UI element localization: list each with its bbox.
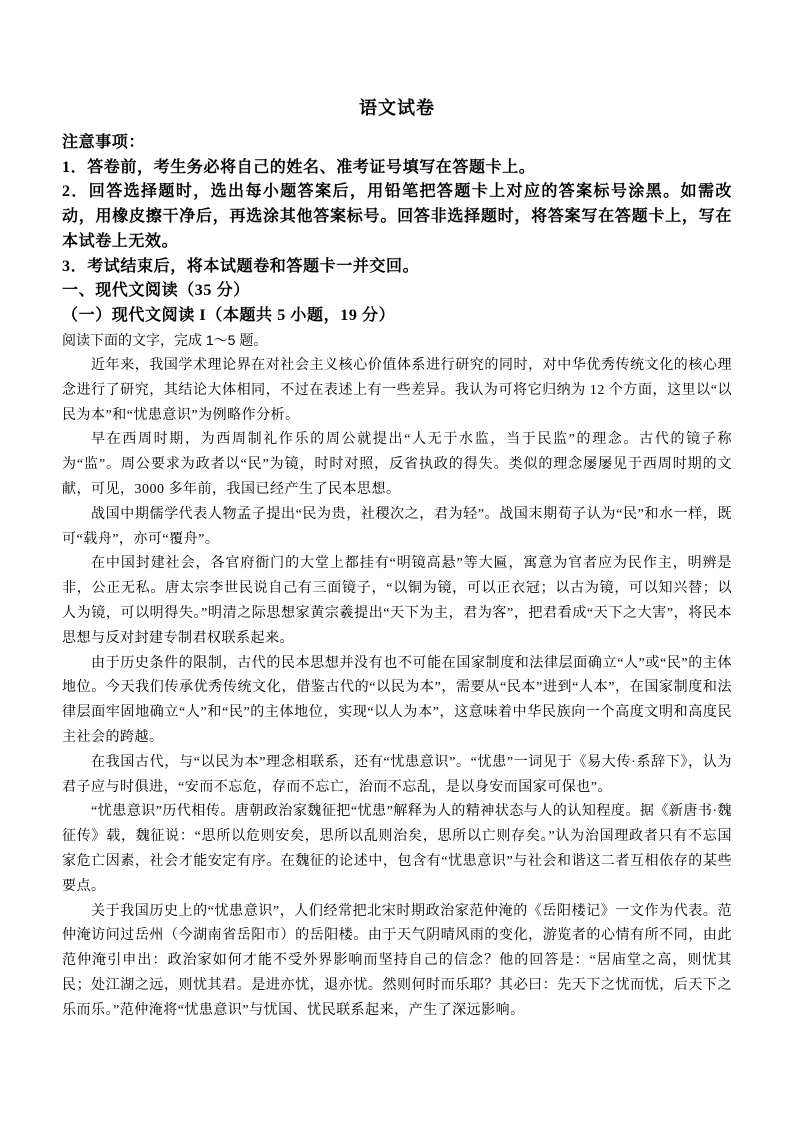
article-paragraph: 在我国古代，与“以民为本”理念相联系，还有“忧患意识”。“忧患”一词见于《易大传·系辞下》，认为君子应与时俱进，“安而不忘危，存而不忘亡，治而不忘乱，是以身安而国家可保也”。: [62, 754, 732, 795]
notes-item-1: 1．答卷前，考生务必将自己的姓名、准考证号填写在答题卡上。: [62, 158, 536, 176]
article-paragraph: 早在西周时期，为西周制礼作乐的周公就提出“人无于水监，当于民监”的理念。古代的镜子称为“监”。周公要求为政者以“民”为镜，时时对照，反省执政的得失。类似的理念屡屡见于西周时期的文献，可见，3000 多年前，我国已经产生了民本思想。: [62, 432, 732, 497]
subsection-heading: （一）现代文阅读 I（本题共 5 小题，19 分）: [62, 306, 396, 324]
section-heading: 一、现代文阅读（35 分）: [62, 282, 250, 300]
notes-item-2: 2．回答选择题时，选出每小题答案后，用铅笔把答题卡上对应的答案标号涂黑。如需改动，用橡皮擦干净后，再选涂其他答案标号。回答非选择题时，将答案写在答题卡上，写在本试卷上无效。: [62, 183, 732, 250]
reading-article: [62, 354, 732, 1024]
reading-instruction: 阅读下面的文字，完成 1～5 题。: [62, 332, 268, 348]
article-paragraph: “忧患意识”历代相传。唐朝政治家魏征把“忧患”解释为人的精神状态与人的认知程度。据《新唐书·魏征传》载，魏征说：“思所以危则安矣，思所以乱则治矣，思所以亡则存矣。”认为治国理政者只有不忘国家危亡因素，社会才能安定有序。在魏征的论述中，包含有“忧患意识”与社会和谐这二者互相依存的某些要点。: [62, 804, 733, 894]
article-paragraph: 战国中期儒学代表人物孟子提出“民为贵，社稷次之，君为轻”。战国末期荀子认为“民”和水一样，既可“载舟”，亦可“覆舟”。: [62, 506, 732, 547]
notes-block: [62, 131, 732, 329]
article-paragraph: 近年来，我国学术理论界在对社会主义核心价值体系进行研究的同时，对中华优秀传统文化的核心理念进行了研究，其结论大体相同，不过在表述上有一些差异。我认为可将它归纳为 12 个方面，这里以“以民为本”和“忧患意识”为例略作分析。: [62, 358, 732, 423]
article-paragraph: 关于我国历史上的“忧患意识”，人们经常把北宋时期政治家范仲淹的《岳阳楼记》一文作为代表。范仲淹访问过岳州（今湖南省岳阳市）的岳阳楼。由于天气阴晴风雨的变化，游览者的心情有所不同，由此范仲淹引申出：政治家如何才能不受外界影响而坚持自己的信念？他的回答是：“居庙堂之高，则忧其民；处江湖之远，则忧其君。是进亦忧，退亦忧。然则何时而乐耶？其必曰：先天下之忧而忧，后天下之乐而乐。”范仲淹将“忧患意识”与忧国、忧民联系起来，产生了深远影响。: [62, 903, 732, 1018]
notes-heading: 注意事项：: [62, 134, 146, 151]
page-title: 语文试卷: [359, 98, 435, 118]
notes-item-3: 3．考试结束后，将本试题卷和答题卡一并交回。: [62, 257, 420, 275]
article-paragraph: 由于历史条件的限制，古代的民本思想并没有也不可能在国家制度和法律层面确立“人”或“民”的主体地位。今天我们传承优秀传统文化，借鉴古代的“以民为本”，需要从“民本”进到“人本”，在国家制度和法律层面牢固地确立“人”和“民”的主体地位，实现“以人为本”，这意味着中华民族向一个高度文明和高度民主社会的跨越。: [62, 655, 732, 745]
article-paragraph: 在中国封建社会，各官府衙门的大堂上都挂有“明镜高悬”等大匾，寓意为官者应为民作主，明辨是非，公正无私。唐太宗李世民说自己有三面镜子，“以铜为镜，可以正衣冠；以古为镜，可以知兴替；以人为镜，可以明得失。”明清之际思想家黄宗羲提出“天下为主，君为客”，把君看成“天下之大害”，将民本思想与反对封建专制君权联系起来。: [62, 556, 732, 646]
